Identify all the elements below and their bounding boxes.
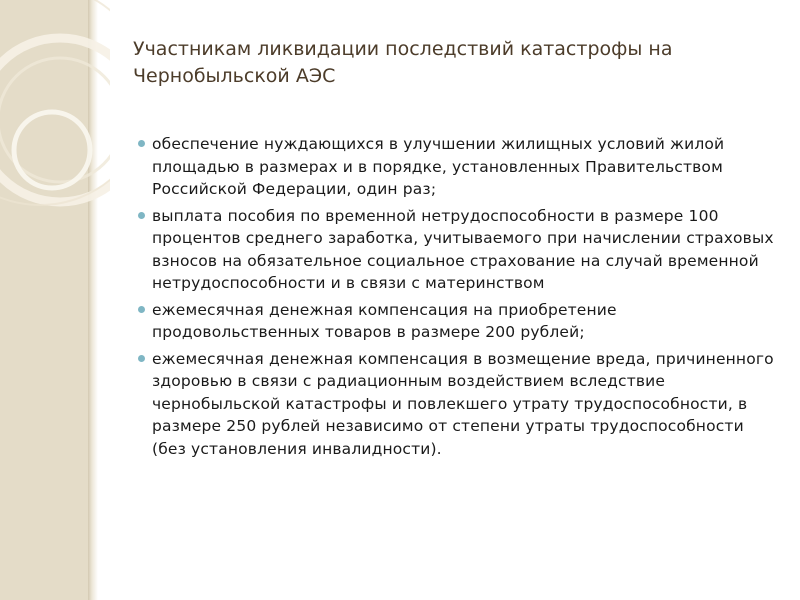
bullet-item-health-compensation [137,348,777,461]
outer-arc [0,0,110,205]
slide-title: Участникам ликвидации последствий катастрофы на Чернобыльской АЭС [133,38,673,87]
bullet-text: выплата пособия по временной нетрудоспособности в размере 100 процентов среднего заработка, учитываемого при начислении страховых взносов на обязательное социальное страхование на случай временной нетрудоспособности и в связи с материнством [152,206,774,292]
ring-ornament-icon [0,0,110,600]
bullet-item-food-compensation [137,299,777,344]
bullet-dot-icon [138,355,145,362]
bullet-text: обеспечение нуждающихся в улучшении жилищных условий жилой площадью в размерах и в порядке, установленных Правительством Российской Федерации, один раз; [152,135,725,198]
bullet-item-sick-pay [137,205,777,295]
bullet-dot-icon [138,140,145,147]
large-ring [0,38,110,202]
bullet-text: ежемесячная денежная компенсация на приобретение продовольственных товаров в размере 200 рублей; [152,300,617,341]
small-ring [14,112,90,188]
bullet-text: ежемесячная денежная компенсация в возмещение вреда, причиненного здоровью в связи с радиационным воздействием вследствие чернобыльской катастрофы и повлекшего утрату трудоспособности, в размере 250 рублей независимо от степени утраты трудоспособности (без установления инвалидности). [152,349,774,458]
bullet-dot-icon [138,212,145,219]
bullet-list [137,133,777,464]
bullet-item-housing [137,133,777,201]
bullet-dot-icon [138,306,145,313]
